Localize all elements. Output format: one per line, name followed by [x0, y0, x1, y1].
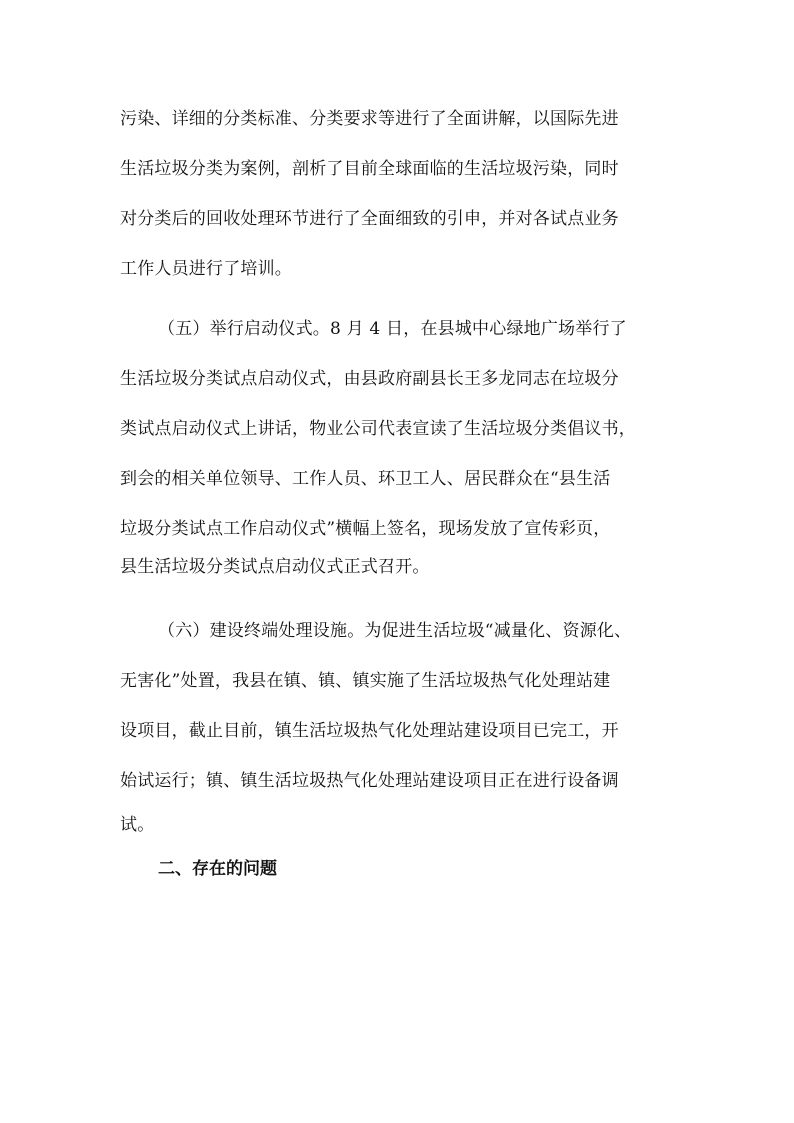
paragraph-3-line-4: 始试运行；镇、镇生活垃圾热气化处理站建设项目正在进行设备调 [120, 771, 619, 791]
paragraph-1-line-3: 对分类后的回收处理环节进行了全面细致的引申，并对各试点业务 [120, 209, 619, 229]
paragraph-2-line-5: 垃圾分类试点工作启动仪式”横幅上签名，现场发放了宣传彩页， [120, 519, 611, 539]
paragraph-2-line-4: 到会的相关单位领导、工作人员、环卫工人、居民群众在“县生活 [120, 469, 611, 489]
paragraph-2-line-6: 县生活垃圾分类试点启动仪式正式召开。 [120, 557, 430, 577]
paragraph-3-line-5: 试。 [120, 815, 155, 835]
paragraph-3-line-1: （六）建设终端处理设施。为促进生活垃圾“减量化、资源化、 [158, 621, 632, 641]
paragraph-1-line-1: 污染、详细的分类标准、分类要求等进行了全面讲解，以国际先进 [120, 109, 619, 129]
paragraph-3-line-2: 无害化”处置，我县在镇、镇、镇实施了生活垃圾热气化处理站建 [120, 671, 611, 691]
paragraph-2-line-3: 类试点启动仪式上讲话，物业公司代表宣读了生活垃圾分类倡议书， [120, 419, 636, 439]
paragraph-2-line-1: （五）举行启动仪式。8 月 4 日，在县城中心绿地广场举行了 [158, 319, 627, 339]
section-heading: 二、存在的问题 [158, 859, 277, 879]
paragraph-1-line-4: 工作人员进行了培训。 [120, 259, 292, 279]
paragraph-1-line-2: 生活垃圾分类为案例，剖析了目前全球面临的生活垃圾污染，同时 [120, 159, 619, 179]
paragraph-3-line-3: 设项目，截止目前，镇生活垃圾热气化处理站建设项目已完工，开 [120, 721, 619, 741]
paragraph-2-line-2: 生活垃圾分类试点启动仪式，由县政府副县长王多龙同志在垃圾分 [120, 369, 619, 389]
